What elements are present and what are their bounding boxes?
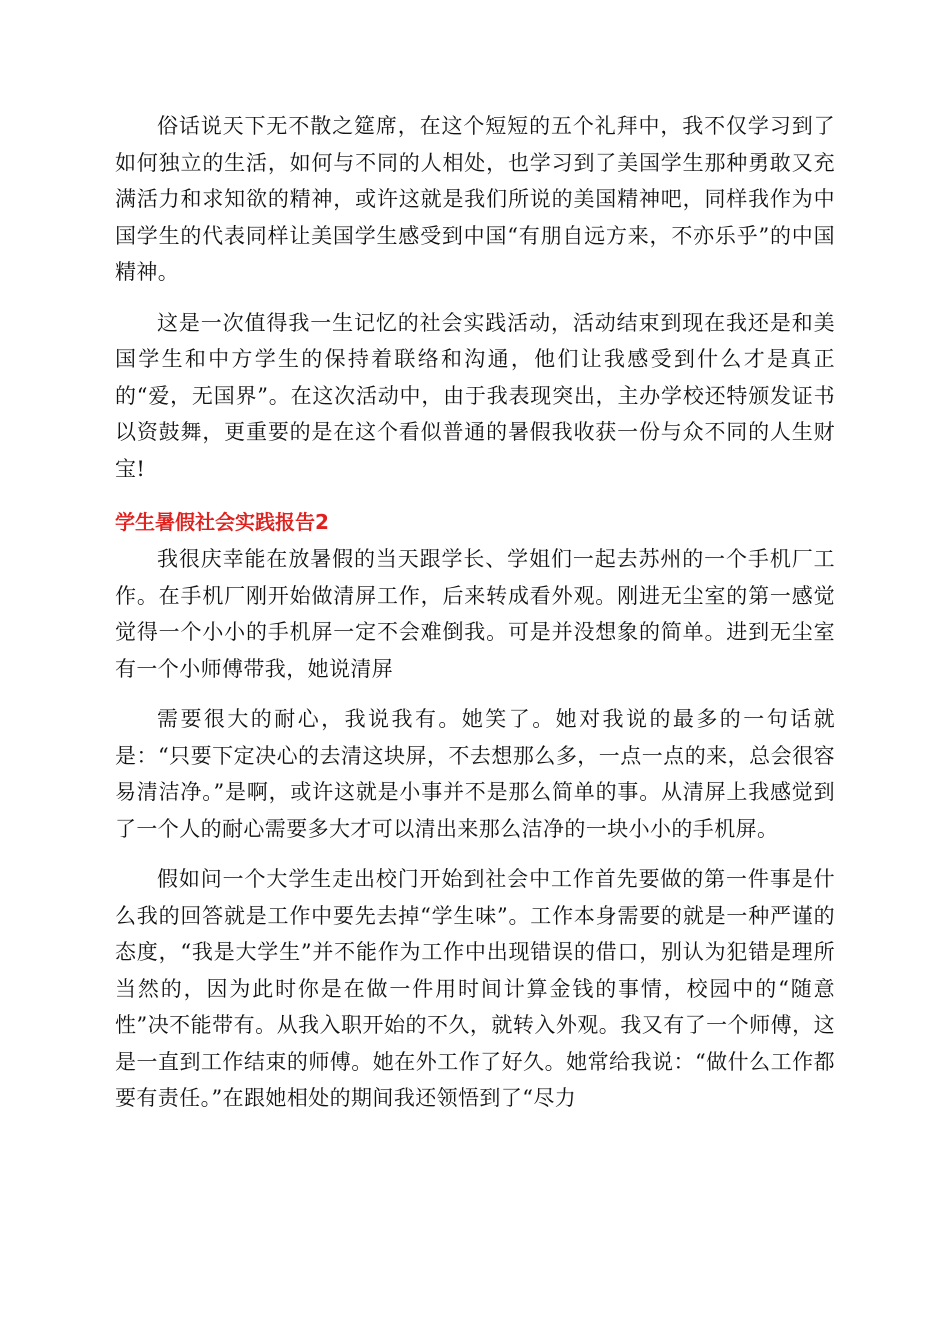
paragraph-4: 需要很大的耐心，我说我有。她笑了。她对我说的最多的一句话就是：“只要下定决心的去清这块屏，不去想那么多，一点一点的来，总会很容易清洁净。”是啊，或许这就是小事并不是那么简单的事。从清屏上我感觉到了一个人的耐心需要多大才可以清出来那么洁净的一块小小的手机屏。 [115,707,835,841]
paragraph-5: 假如问一个大学生走出校门开始到社会中工作首先要做的第一件事是什么我的回答就是工作中要先去掉“学生味”。工作本身需要的就是一种严谨的态度，“我是大学生”并不能作为工作中出现错误的借口，别认为犯错是理所当然的，因为此时你是在做一件用时间计算金钱的事情，校园中的“随意性”决不能带有。从我入职开始的不久，就转入外观。我又有了一个师傅，这是一直到工作结束的师傅。她在外工作了好久。她常给我说：“做什么工作都要有责任。”在跟她相处的期间我还领悟到了“尽力 [115,867,835,1110]
paragraph-3: 我很庆幸能在放暑假的当天跟学长、学姐们一起去苏州的一个手机厂工作。在手机厂刚开始做清屏工作，后来转成看外观。刚进无尘室的第一感觉觉得一个小小的手机屏一定不会难倒我。可是并没想象的简单。进到无尘室有一个小师傅带我，她说清屏 [115,547,835,681]
document-page [115,108,835,1117]
paragraph-1: 俗话说天下无不散之筵席，在这个短短的五个礼拜中，我不仅学习到了如何独立的生活，如何与不同的人相处，也学习到了美国学生那种勇敢又充满活力和求知欲的精神，或许这就是我们所说的美国精神吧，同样我作为中国学生的代表同样让美国学生感受到中国“有朋自远方来，不亦乐乎”的中国精神。 [115,114,835,284]
paragraph-2: 这是一次值得我一生记忆的社会实践活动，活动结束到现在我还是和美国学生和中方学生的保持着联络和沟通，他们让我感受到什么才是真正的“爱，无国界”。在这次活动中，由于我表现突出，主办学校还特颁发证书以资鼓舞，更重要的是在这个看似普通的暑假我收获一份与众不同的人生财宝! [115,310,835,481]
section-heading: 学生暑假社会实践报告2 [115,510,329,534]
